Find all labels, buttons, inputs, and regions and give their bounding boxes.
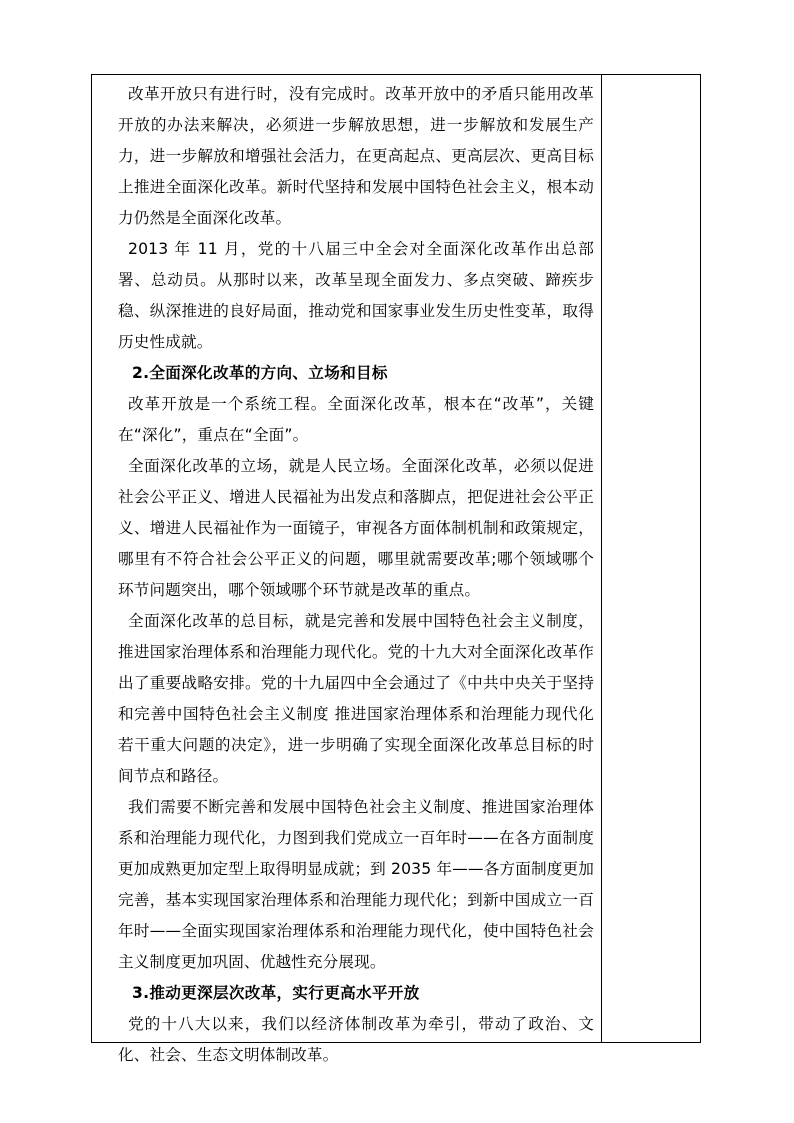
paragraph-timeline: 我们需要不断完善和发展中国特色社会主义制度、推进国家治理体系和治理能力现代化，力图到我们党成立一百年时——在各方面制度更加成熟更加定型上取得明显成就；到 2035 年——各方面制度更加完善，基本实现国家治理体系和治理能力现代化；到新中国成立一百年时——全面实现国家治理体系和治理能力现代化，使中国特色社会主义制度更加巩固、优越性充分展现。 <box>118 798 594 971</box>
paragraph-2013-plenum: 2013 年 11 月，党的十八届三中全会对全面深化改革作出总部署、总动员。从那时以来，改革呈现全面发力、多点突破、蹄疾步稳、纵深推进的良好局面，推动党和国家事业发生历史性变革，取得历史性成就。 <box>118 240 594 351</box>
paragraph-people-stance: 全面深化改革的立场，就是人民立场。全面深化改革，必须以促进社会公平正义、增进人民福祉为出发点和落脚点，把促进社会公平正义、增进人民福祉作为一面镜子，审视各方面体制机制和政策规定，哪里有不符合社会公平正义的问题，哪里就需要改革;哪个领域哪个环节问题突出，哪个领域哪个环节就是改革的重点。 <box>118 457 594 599</box>
section-heading-2: 2.全面深化改革的方向、立场和目标 <box>132 364 388 382</box>
paragraph-overall-goal: 全面深化改革的总目标，就是完善和发展中国特色社会主义制度，推进国家治理体系和治理能力现代化。党的十九大对全面深化改革作出了重要战略安排。党的十九届四中全会通过了《中共中央关于坚持和完善中国特色社会主义制度 推进国家治理体系和治理能力现代化若干重大问题的决定》，进一步明确了实现全面深化改革总目标的时间节点和路径。 <box>118 612 594 785</box>
section-heading-3: 3.推动更深层次改革，实行更高水平开放 <box>132 984 420 1002</box>
content-cell <box>92 75 601 1064</box>
paragraph-economic-reform: 党的十八大以来，我们以经济体制改革为牵引，带动了政治、文化、社会、生态文明体制改革。 <box>118 1015 594 1064</box>
paragraph-system-project: 改革开放是一个系统工程。全面深化改革，根本在“改革”，关键在“深化”，重点在“全面”。 <box>118 395 594 444</box>
paragraph-reform-ongoing: 改革开放只有进行时，没有完成时。改革开放中的矛盾只能用改革开放的办法来解决，必须进一步解放思想，进一步解放和发展生产力，进一步解放和增强社会活力，在更高起点、更高层次、更高目标上推进全面深化改革。新时代坚持和发展中国特色社会主义，根本动力仍然是全面深化改革。 <box>118 85 594 227</box>
notes-cell <box>602 75 700 1042</box>
document-table <box>91 74 701 1064</box>
